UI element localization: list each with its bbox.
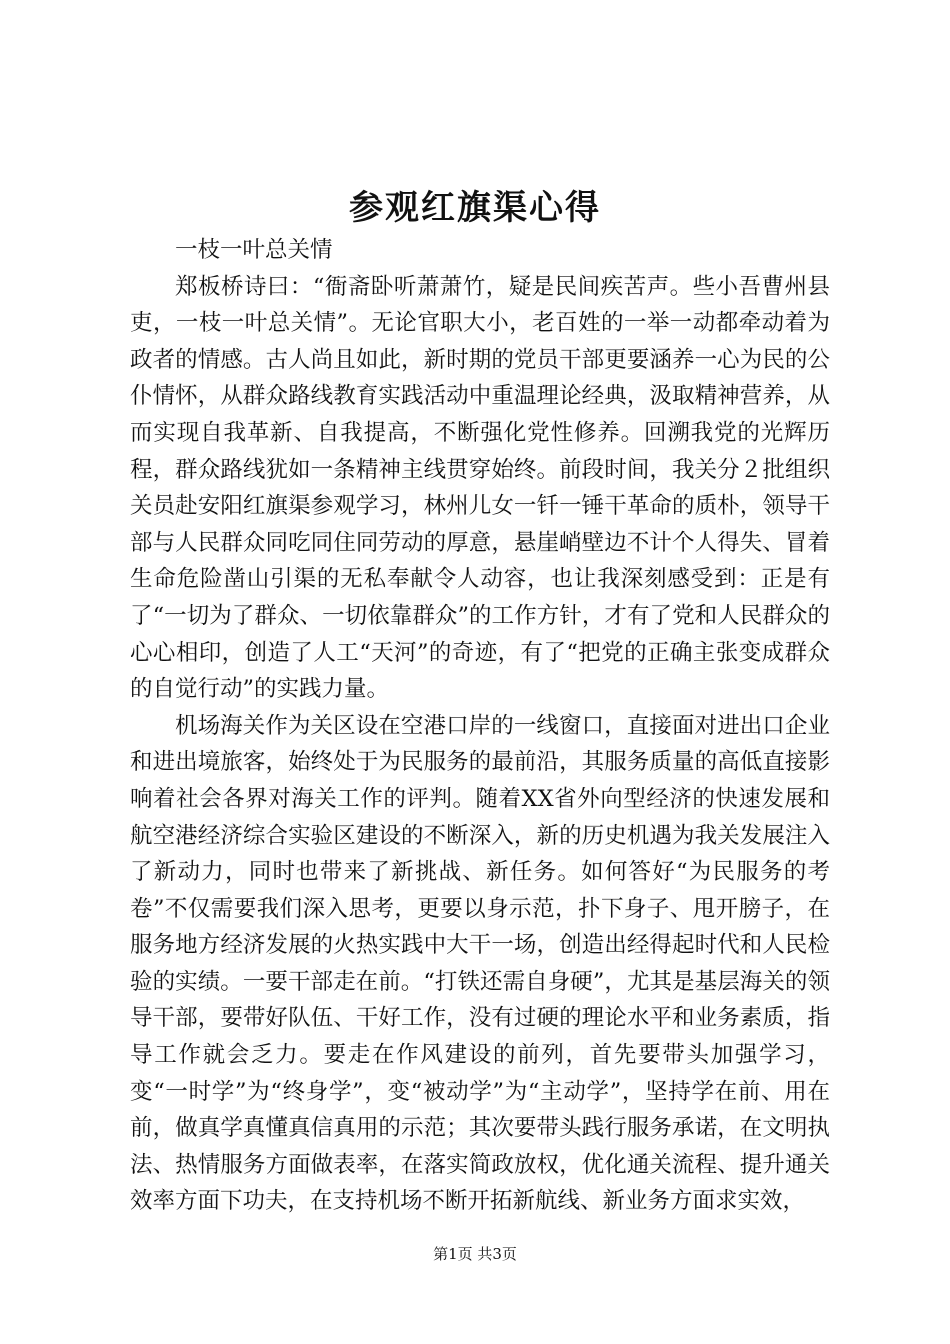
paragraph-2: 机场海关作为关区设在空港口岸的一线窗口，直接面对进出口企业和进出境旅客，始终处于为民服务的最前沿，其服务质量的高低直接影响着社会各界对海关工作的评判。随着XX省外向型经济的快速发展和航空港经济综合实验区建设的不断深入，新的历史机遇为我关发展注入了新动力，同时也带来了新挑战、新任务。如何答好“为民服务的考卷”不仅需要我们深入思考，更要以身示范，扑下身子、甩开膀子，在服务地方经济发展的火热实践中大干一场，创造出经得起时代和人民检验的实绩。一要干部走在前。“打铁还需自身硬”，尤其是基层海关的领导干部，要带好队伍、干好工作，没有过硬的理论水平和业务素质，指导工作就会乏力。要走在作风建设的前列，首先要带头加强学习，变“一时学”为“终身学”，变“被动学”为“主动学”，坚持学在前、用在前，做真学真懂真信真用的示范；其次要带头践行服务承诺，在文明执法、热情服务方面做表率，在落实简政放权，优化通关流程、提升通关效率方面下功夫，在支持机场不断开拓新航线、新业务方面求实效， [130,712,830,1215]
document-body [130,232,830,1220]
document-title: 参观红旗渠心得 [349,188,601,228]
page-footer: 第1页 共3页 [433,1245,517,1263]
paragraph-subtitle: 一枝一叶总关情 [175,237,333,263]
paragraph-1: 郑板桥诗曰：“衙斋卧听萧萧竹，疑是民间疾苦声。些小吾曹州县吏，一枝一叶总关情”。无论官职大小，老百姓的一举一动都牵动着为政者的情感。古人尚且如此，新时期的党员干部更要涵养一心为民的公仆情怀，从群众路线教育实践活动中重温理论经典，汲取精神营养，从而实现自我革新、自我提高，不断强化党性修养。回溯我党的光辉历程，群众路线犹如一条精神主线贯穿始终。前段时间，我关分２批组织关员赴安阳红旗渠参观学习，林州儿女一钎一锤干革命的质朴，领导干部与人民群众同吃同住同劳动的厚意，悬崖峭壁边不计个人得失、冒着生命危险凿山引渠的无私奉献令人动容，也让我深刻感受到：正是有了“一切为了群众、一切依靠群众”的工作方针，才有了党和人民群众的心心相印，创造了人工“天河”的奇迹，有了“把党的正确主张变成群众的自觉行动”的实践力量。 [130,273,830,703]
